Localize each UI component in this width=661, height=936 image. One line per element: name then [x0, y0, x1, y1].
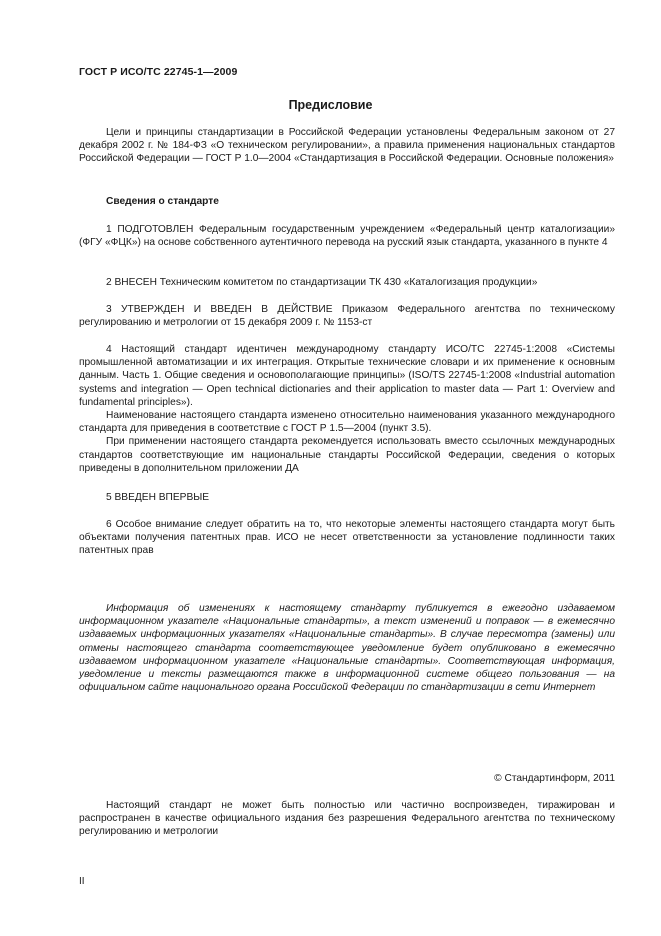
item-4-reference-note: При применении настоящего стандарта рекомендуется использовать вместо ссылочных международных стандартов соответствующие им национальные стандарты Российской Федерации, сведения о которых приведены в дополнительном приложении ДА	[79, 436, 615, 474]
document-header: ГОСТ Р ИСО/ТС 22745-1—2009	[79, 66, 238, 78]
item-6-paragraph: 6 Особое внимание следует обратить на то, что некоторые элементы настоящего стандарта могут быть объектами получения патентных прав. ИСО не несет ответственности за установление подлинности таких патентных прав	[79, 519, 615, 557]
item-6-section	[79, 518, 615, 558]
item-4-section	[79, 343, 615, 475]
intro-section	[79, 126, 615, 166]
item-4-paragraph: 4 Настоящий стандарт идентичен международному стандарту ИСО/ТС 22745-1:2008 «Системы промышленной автоматизации и их интеграция. Открытые технические словари и их применение к основным данным. Часть 1. Общие сведения и основополагающие принципы» (ISO/TS 22745-1:2008 «Industrial automation systems and integration — Open technical dictionaries and their application to master data — Part 1: Overview and fundamental principles»).	[79, 344, 615, 408]
item-3-paragraph: 3 УТВЕРЖДЕН И ВВЕДЕН В ДЕЙСТВИЕ Приказом Федерального агентства по техническому регулированию и метрологии от 15 декабря 2009 г. № 1153-ст	[79, 304, 615, 329]
notice-paragraph: Информация об изменениях к настоящему стандарту публикуется в ежегодно издаваемом информационном указателе «Национальные стандарты», а текст изменений и поправок — в ежемесячно издаваемых информационных указателях «Национальные стандарты». В случае пересмотра (замены) или отмены настоящего стандарта соответствующее уведомление будет опубликовано в ежемесячно издаваемом информационном указателе «Национальные стандарты». Соответствующая информация, уведомление и тексты размещаются также в информационной системе общего пользования — на официальном сайте национального органа Российской Федерации по стандартизации в сети Интернет	[79, 603, 615, 694]
notice-section	[79, 602, 615, 694]
item-4-name-note: Наименование настоящего стандарта изменено относительно наименования указанного международного стандарта для приведения в соответствие с ГОСТ Р 1.5—2004 (пункт 3.5).	[79, 410, 615, 435]
item-5-section	[79, 491, 615, 504]
copyright-line: © Стандартинформ, 2011	[494, 773, 615, 784]
reproduction-section	[79, 799, 615, 839]
subheading: Сведения о стандарте	[106, 196, 219, 207]
page-number: II	[79, 876, 85, 887]
item-1-paragraph: 1 ПОДГОТОВЛЕН Федеральным государственным учреждением «Федеральный центр каталогизации» (ФГУ «ФЦК») на основе собственного аутентичного перевода на русский язык стандарта, указанного в пункте 4	[79, 224, 615, 249]
item-3-section	[79, 303, 615, 329]
intro-paragraph: Цели и принципы стандартизации в Российской Федерации установлены Федеральным законом от 27 декабря 2002 г. № 184-ФЗ «О техническом регулировании», а правила применения национальных стандартов Российской Федерации — ГОСТ Р 1.0—2004 «Стандартизация в Российской Федерации. Основные положения»	[79, 127, 615, 165]
item-1-section	[79, 223, 615, 249]
reproduction-paragraph: Настоящий стандарт не может быть полностью или частично воспроизведен, тиражирован и распространен в качестве официального издания без разрешения Федерального агентства по техническому регулированию и метрологии	[79, 800, 615, 838]
page-title: Предисловие	[288, 98, 373, 112]
item-5-paragraph: 5 ВВЕДЕН ВПЕРВЫЕ	[106, 492, 210, 503]
item-2-section	[79, 276, 615, 289]
item-2-paragraph: 2 ВНЕСЕН Техническим комитетом по стандартизации ТК 430 «Каталогизация продукции»	[106, 277, 538, 288]
